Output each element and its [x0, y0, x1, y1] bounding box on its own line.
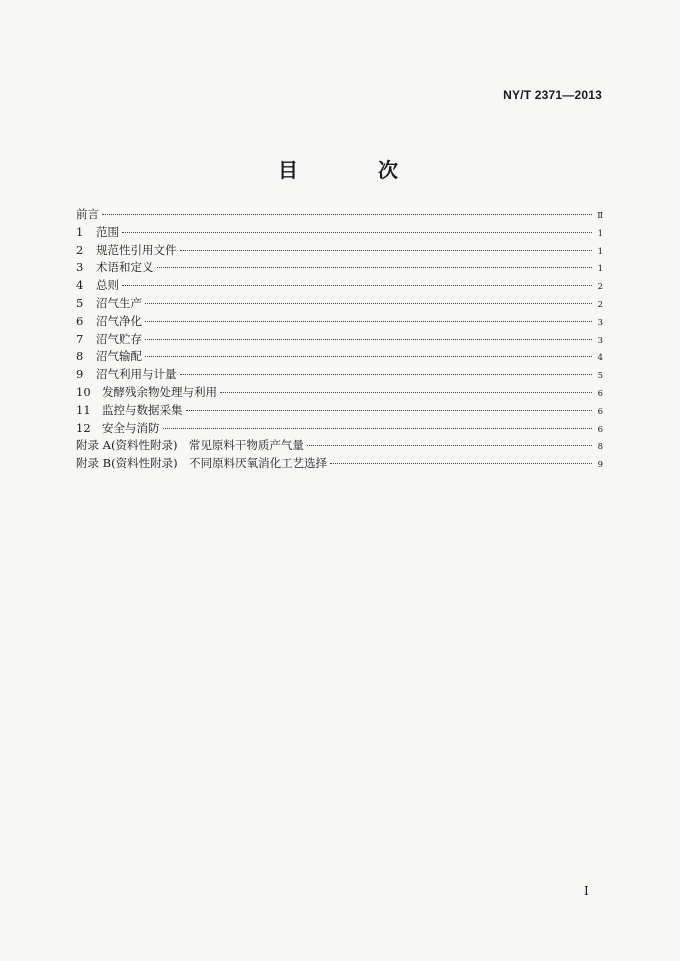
toc-entry-label: 沼气输配 [96, 349, 142, 364]
toc-entry-label: 沼气净化 [96, 313, 142, 328]
toc-entry[interactable] [76, 331, 603, 349]
toc-entry-number: 12 [76, 420, 91, 435]
toc-entry-number: 1 [76, 224, 84, 239]
dot-leader [122, 284, 592, 286]
dot-leader [145, 320, 592, 322]
toc-entry-number: 11 [76, 402, 91, 417]
toc-entry-page: 6 [597, 424, 603, 435]
toc-entry-page: 1 [597, 264, 603, 275]
toc-entry[interactable] [76, 384, 603, 402]
dot-leader [180, 249, 593, 251]
toc-entry-label: 附录 B(资料性附录) 不同原料厌氧消化工艺选择 [76, 456, 328, 471]
toc-entry-page: 5 [597, 371, 603, 382]
toc-entry-label: 发酵残余物处理与利用 [102, 384, 217, 399]
dot-leader [180, 373, 593, 375]
toc-entry-page: 2 [597, 282, 603, 293]
toc-entry[interactable] [76, 455, 603, 473]
toc-entry[interactable] [76, 224, 603, 242]
toc-entry[interactable] [76, 313, 603, 331]
toc-entry-number: 3 [76, 260, 84, 275]
toc-entry-label: 前言 [76, 207, 99, 221]
dot-leader [163, 427, 593, 429]
toc-entry-label: 术语和定义 [96, 260, 154, 275]
toc-entry[interactable] [76, 402, 603, 420]
dot-leader [330, 462, 592, 464]
toc-entry-number: 2 [76, 242, 84, 257]
toc-entry[interactable] [76, 206, 603, 224]
toc-entry[interactable] [76, 277, 603, 295]
toc-entry-label: 范围 [96, 224, 119, 239]
toc-title: 目 次 [278, 158, 428, 182]
toc-entry-page: 9 [597, 460, 603, 471]
dot-leader [307, 444, 592, 446]
toc-entry[interactable] [76, 437, 603, 455]
toc-entry-label: 沼气贮存 [96, 331, 142, 346]
dot-leader [220, 391, 592, 393]
toc-entry-label: 附录 A(资料性附录) 常见原料干物质产气量 [76, 438, 304, 453]
toc-entry-label: 规范性引用文件 [96, 242, 177, 257]
toc-entry-number: 4 [76, 278, 84, 293]
toc-entry[interactable] [76, 366, 603, 384]
toc-entry-number: 7 [76, 331, 84, 346]
toc-entry-label: 沼气生产 [96, 295, 142, 310]
toc-entry-label: 总则 [96, 278, 119, 293]
toc-entry[interactable] [76, 259, 603, 277]
toc-entry[interactable] [76, 420, 603, 438]
toc-entry-number: 8 [76, 349, 84, 364]
page-number: I [584, 884, 589, 898]
dot-leader [102, 213, 592, 215]
table-of-contents [76, 206, 603, 473]
dot-leader [145, 302, 592, 304]
standard-code: NY/T 2371—2013 [503, 88, 602, 102]
dot-leader [186, 409, 593, 411]
toc-entry-page: 3 [597, 317, 603, 328]
toc-entry-page: 1 [597, 246, 603, 257]
toc-entry-number: 10 [76, 384, 91, 399]
toc-entry-page: 8 [597, 442, 603, 453]
dot-leader [145, 355, 592, 357]
toc-entry-page: Ⅱ [597, 211, 603, 221]
toc-entry-page: 1 [597, 228, 603, 239]
toc-entry-number: 9 [76, 367, 84, 382]
toc-entry-label: 监控与数据采集 [102, 402, 183, 417]
dot-leader [122, 231, 592, 233]
toc-entry[interactable] [76, 348, 603, 366]
toc-entry-label: 安全与消防 [102, 420, 160, 435]
dot-leader [157, 266, 593, 268]
toc-entry[interactable] [76, 295, 603, 313]
dot-leader [145, 338, 592, 340]
toc-entry-page: 3 [597, 335, 603, 346]
toc-entry-page: 2 [597, 299, 603, 310]
toc-entry-page: 6 [597, 388, 603, 399]
toc-entry-number: 6 [76, 313, 84, 328]
toc-entry-page: 6 [597, 406, 603, 417]
toc-entry[interactable] [76, 242, 603, 260]
toc-entry-page: 4 [597, 353, 603, 364]
toc-entry-number: 5 [76, 295, 84, 310]
toc-entry-label: 沼气利用与计量 [96, 367, 177, 382]
